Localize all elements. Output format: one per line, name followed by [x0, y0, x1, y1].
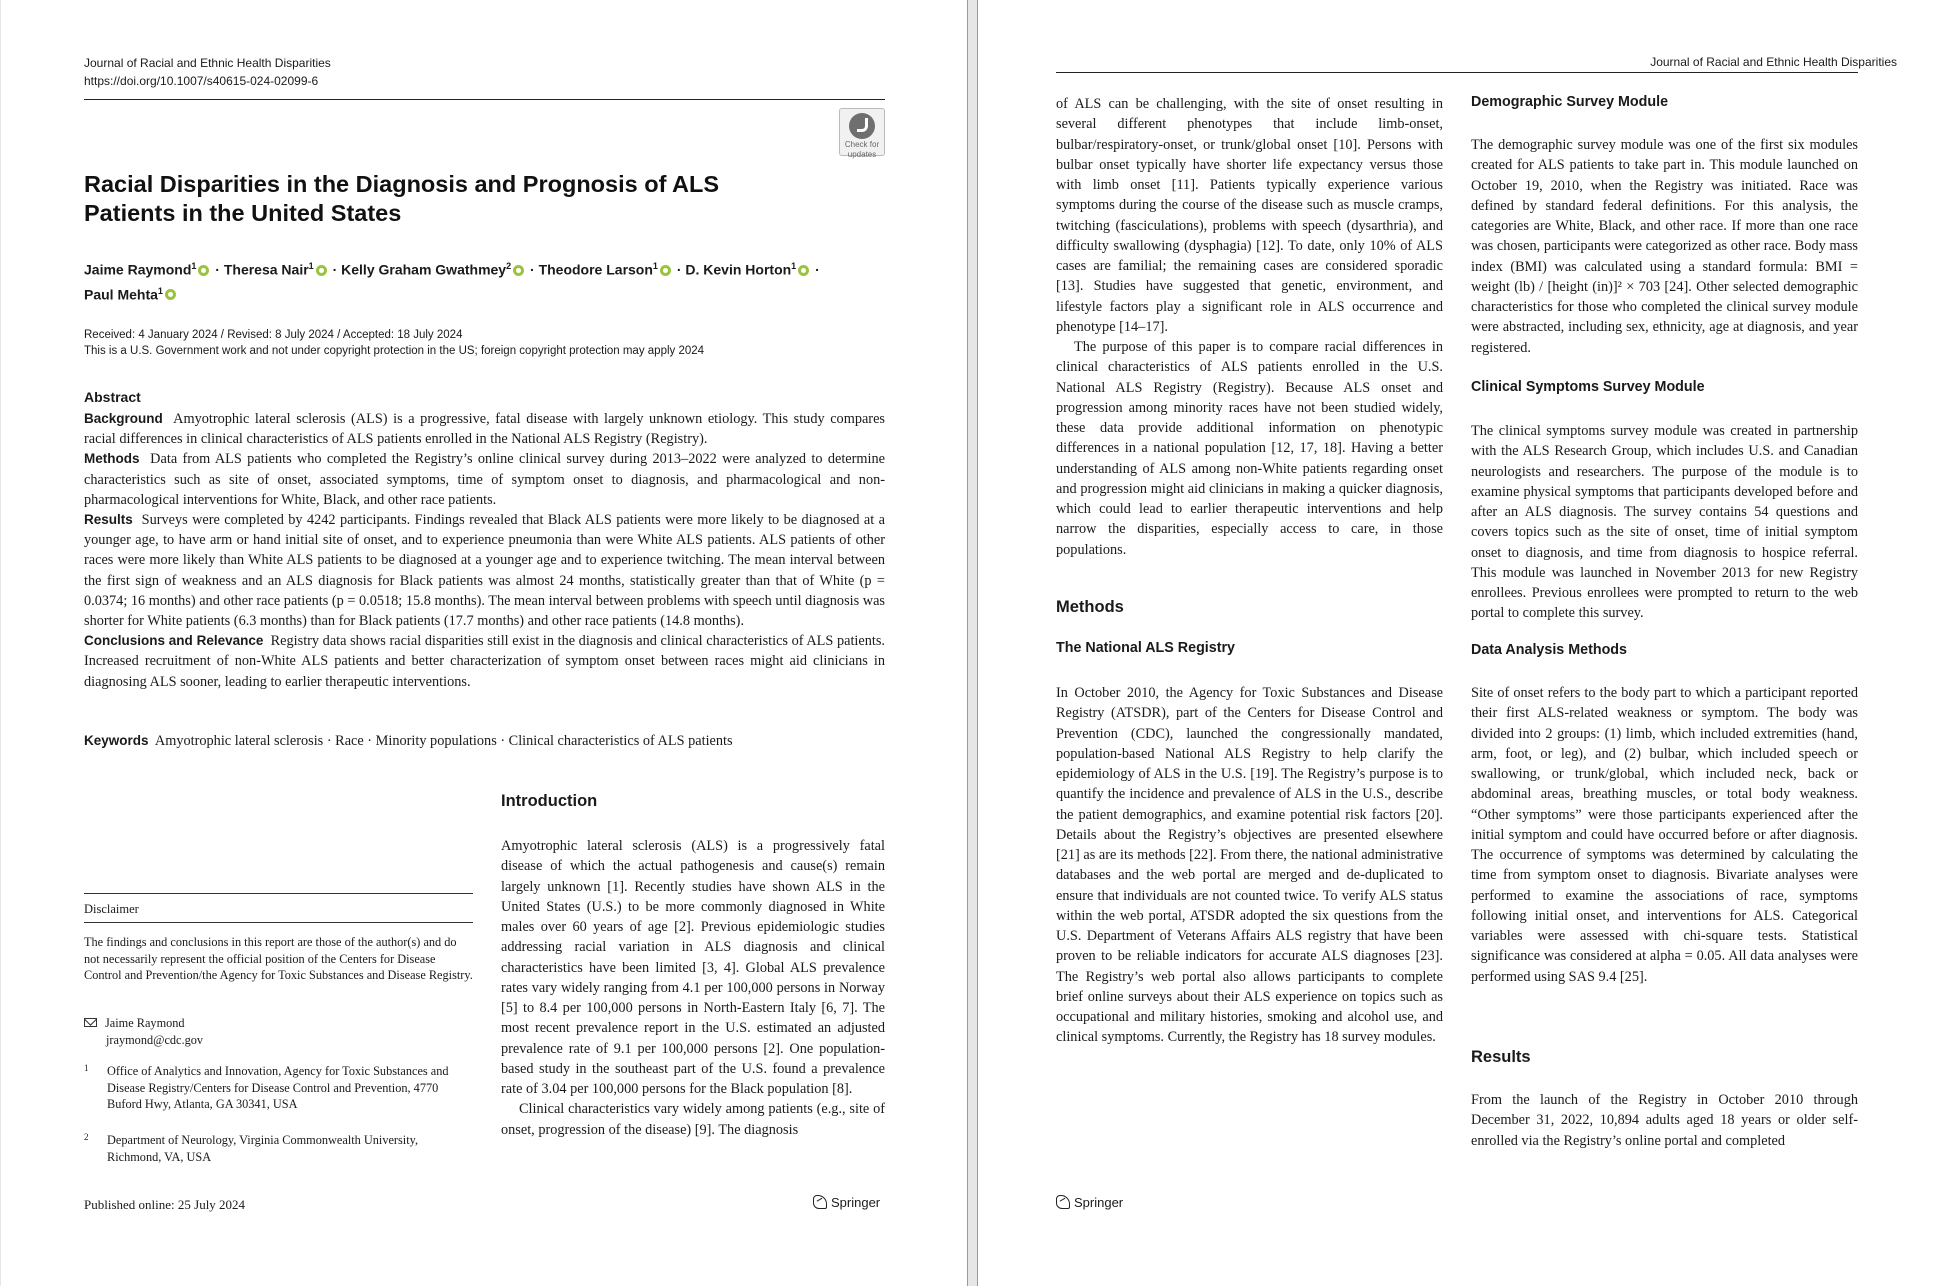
- author-name[interactable]: D. Kevin Horton: [685, 261, 792, 278]
- orcid-icon[interactable]: [660, 265, 671, 276]
- column-1-bottom: [1056, 683, 1443, 1048]
- badge-line-2: updates: [847, 150, 877, 159]
- demographic-heading: Demographic Survey Module: [1471, 94, 1669, 110]
- journal-header-right: Journal of Racial and Ethnic Health Disparities: [1650, 55, 1897, 69]
- header-rule: [84, 99, 885, 100]
- orcid-icon[interactable]: [798, 265, 809, 276]
- badge-line-1: Check for: [844, 140, 880, 149]
- author-affiliation: 2: [506, 261, 512, 271]
- intro-paragraph-2: Clinical characteristics vary widely among patients (e.g., site of onset, progression of the disease) [9]. The diagnosis: [501, 1101, 885, 1138]
- col1-paragraph-2: The purpose of this paper is to compare racial differences in clinical characteristics of ALS patients enrolled in the U.S. National ALS Registry (Registry). Because ALS onset and progression among minority races have not been studied widely, these data provide additional information on phenotypic differences in a national population [12, 17, 18]. Having a better understanding of ALS among non-White patients regarding onset and progression might aid clinicians in making a quicker diagnosis, which could lead to earlier therapeutic interventions and help narrow the disparities, especially access to care, in those populations.: [1056, 339, 1443, 558]
- keywords-label: Keywords: [84, 733, 149, 748]
- right-page: [977, 0, 1937, 1286]
- doi-link[interactable]: https://doi.org/10.1007/s40615-024-02099-6: [84, 74, 319, 88]
- introduction-heading: Introduction: [501, 792, 598, 810]
- author-affiliation: 1: [652, 261, 658, 271]
- header-rule-right: [1056, 72, 1858, 73]
- analysis-heading: Data Analysis Methods: [1471, 642, 1627, 658]
- springer-label: Springer: [831, 1195, 881, 1210]
- methods-heading: Methods: [1056, 598, 1124, 616]
- orcid-icon[interactable]: [513, 265, 524, 276]
- abstract-text: Surveys were completed by 4242 participants. Findings revealed that Black ALS patients were more likely to be diagnosed at a younger age, to have arm or hand initial site of onset, and to experience pneumonia than were White ALS patients. ALS patients of other races were more likely than White ALS patients to be diagnosed at a younger age and to experience twitching. The mean interval between the first sign of weakness and an ALS diagnosis for Black patients was almost 24 months, statistically greater than that of White (p = 0.0374; 16 months) and other race patients (p = 0.0518; 15.8 months). The mean interval between problems with speech until diagnosis was shorter for White patients (6.3 months) than for Black patients (17.7 months) and other race patients (14.8 months).: [84, 512, 885, 630]
- col2-paragraph-2: The clinical symptoms survey module was created in partnership with the ALS Research Group, which includes U.S. and Canadian neurologists and researchers. The purpose of the module is to examine physical symptoms that participants developed before and after an ALS diagnosis. The survey contains 54 questions and covers topics such as the site of onset, time of initial symptom onset to diagnosis, and time from diagnosis to hospice referral. This module was launched in November 2013 for new Registry enrollees. Previous enrollees were prompted to return to the web portal to complete this survey.: [1471, 423, 1858, 622]
- clinical-heading: Clinical Symptoms Survey Module: [1471, 379, 1705, 395]
- author-list: Jaime Raymond$^1$ · Theresa Nair$^1$ · Kelly Graham Gwathmey$^2$ · Theodore Larson$^1$ · D. Kevin Horton$^1$ · Paul Mehta$^1$: [84, 261, 820, 303]
- published-online: Published online: 25 July 2024: [84, 1197, 246, 1212]
- abstract-conclusions: [84, 631, 885, 692]
- abstract-methods: [84, 449, 885, 510]
- col1-paragraph-3: In October 2010, the Agency for Toxic Substances and Disease Registry (ATSDR), part of the Centers for Disease Control and Prevention (CDC), launched the congressionally mandated, population-based National ALS Registry to help clarify the epidemiology of ALS in the U.S. [19]. The Registry’s purpose is to quantify the incidence and prevalence of ALS in the U.S., describe the patient demographics, and examine potential risk factors [20]. Details about the Registry’s objectives are presented elsewhere [21] as are its methods [22]. From there, the national administrative databases and the web portal are merged and de-duplicated to ensure that individuals are not counted twice. To verify ALS status within the web portal, ATSDR adopted the six questions from the U.S. Department of Veterans Affairs ALS registry that have been proven to be reliable indicators for accurate ALS diagnoses [23]. The Registry’s web portal also allows participants to complete brief online surveys about their ALS experience on topics such as occupational and military histories, smoking and alcohol use, and clinical symptoms. Currently, the Registry has 18 survey modules.: [1056, 685, 1443, 1046]
- intro-paragraph-1: Amyotrophic lateral sclerosis (ALS) is a progressively fatal disease of which the actual pathogenesis and cause(s) remain largely unknown [1]. Recently studies have shown ALS in the United States (U.S.) to be more commonly diagnosed in White males over 60 years of age [2]. Previous epidemiologic studies addressing racial variation in ALS diagnosis and clinical characteristics have been limited [3, 4]. Global ALS prevalence rates vary widely ranging from 4.1 per 100,000 persons in Norway [5] to 8.4 per 100,000 persons in North-Eastern Italy [6, 7]. The most recent prevalence report in the U.S. estimated an adjusted prevalence rate of 9.1 per 100,000 persons [2]. One population-based study in the southeast part of the U.S. found a prevalence rate of 3.04 per 100,000 persons for the Black population [8].: [501, 838, 885, 1097]
- col2-paragraph-1: The demographic survey module was one of the first six modules created for ALS patients to take part in. This module launched on October 19, 2010, when the Registry was initiated. Race was defined by standard federal definitions. For this analysis, the categories are White, Black, and other race. If more than one race was chosen, participants were categorized as other race. Body mass index (BMI) was calculated using a standard formula: BMI = weight (lb) / [height (in)]² × 703 [24]. Other selected demographic characteristics for those who completed the clinical survey module were abstracted, including sex, ethnicity, age at diagnosis, and year registered.: [1471, 137, 1858, 356]
- springer-logo-right: [1056, 1195, 1123, 1210]
- orcid-icon[interactable]: [316, 265, 327, 276]
- affiliation-text: Department of Neurology, Virginia Commonwealth University, Richmond, VA, USA: [107, 1133, 419, 1164]
- author-name[interactable]: Paul Mehta: [84, 286, 158, 303]
- author-name[interactable]: Theodore Larson: [538, 261, 653, 278]
- abstract-heading: Abstract: [84, 389, 141, 405]
- springer-horse-icon: [1056, 1195, 1070, 1209]
- history-dates: Received: 4 January 2024 / Revised: 8 July 2024 / Accepted: 18 July 2024: [84, 329, 463, 341]
- abstract-label: Methods: [84, 451, 140, 467]
- left-page: [1, 0, 968, 1286]
- copyright-note: This is a U.S. Government work and not under copyright protection in the US; foreign copyright protection may apply 2024: [84, 345, 705, 357]
- orcid-icon[interactable]: [165, 289, 176, 300]
- journal-header: [84, 54, 331, 90]
- abstract-label: Background: [84, 411, 163, 426]
- col2-paragraph-4: From the launch of the Registry in October 2010 through December 31, 2022, 10,894 adults aged 18 years or older self-enrolled via the Registry’s online portal and completed: [1471, 1092, 1858, 1149]
- author-name[interactable]: Theresa Nair: [223, 261, 309, 278]
- results-text: [1471, 1090, 1858, 1151]
- corresponding-author: [84, 1015, 473, 1049]
- abstract-text: Amyotrophic lateral sclerosis (ALS) is a progressive, fatal disease with largely unknown etiology. This study compares racial differences in clinical characteristics of ALS patients enrolled in the National ALS Registry (Registry).: [84, 411, 885, 448]
- abstract-text: Registry data shows racial disparities still exist in the diagnosis and clinical characteristics of ALS patients. Increased recruitment of non-White ALS patients and better characterization of symptom onset between races might aid clinicians in diagnosing ALS sooner, leading to earlier therapeutic interventions.: [84, 633, 885, 690]
- corr-email[interactable]: jraymond@cdc.gov: [106, 1033, 204, 1047]
- abstract-body: [84, 409, 885, 692]
- springer-logo: [813, 1195, 880, 1210]
- affiliation-2: [84, 1132, 473, 1165]
- affiliation-text: Office of Analytics and Innovation, Agency for Toxic Substances and Disease Registry/Centers for Disease Control and Prevention, 4770 Buford Hwy, Atlanta, GA 30341, USA: [107, 1064, 449, 1111]
- disclaimer-text: The findings and conclusions in this report are those of the author(s) and do not necessarily represent the official position of the Centers for Disease Control and Prevention/the Agency for Toxic Substances and Disease Registry.: [84, 935, 473, 982]
- author-name[interactable]: Jaime Raymond: [84, 261, 192, 278]
- check-for-updates-badge[interactable]: [839, 108, 885, 159]
- clinical-text: [1471, 421, 1858, 624]
- keywords-list: Amyotrophic lateral sclerosis · Race · Minority populations · Clinical characteristics of ALS patients: [154, 733, 733, 749]
- author-affiliation: 1: [308, 261, 314, 271]
- abstract-label: Results: [84, 512, 133, 528]
- abstract-label: Conclusions and Relevance: [84, 633, 264, 649]
- author-name[interactable]: Kelly Graham Gwathmey: [341, 261, 507, 278]
- article-title: Racial Disparities in the Diagnosis and Prognosis of ALS Patients in the United States: [84, 171, 720, 226]
- disclaimer-rule: [84, 922, 473, 923]
- check-updates-icon: [849, 113, 875, 139]
- column-1-top: [1056, 94, 1443, 560]
- author-affiliation: 1: [157, 285, 163, 296]
- corr-name: Jaime Raymond: [105, 1016, 185, 1030]
- journal-name: Journal of Racial and Ethnic Health Disparities: [84, 56, 331, 70]
- results-heading: Results: [1471, 1048, 1531, 1066]
- demographic-text: [1471, 135, 1858, 358]
- registry-heading: The National ALS Registry: [1056, 640, 1236, 656]
- analysis-text: [1471, 683, 1858, 987]
- col1-paragraph-1: of ALS can be challenging, with the site of onset resulting in several different phenotypes that include limb-onset, bulbar/respiratory-onset, or trunk/global onset [10]. Persons with bulbar onset typically have shorter life expectancy versus those with limb onset [11]. Patients typically experience various symptoms during the course of the disease such as muscle cramps, twitching (fasciculations), problems with speech (dysarthria), and difficulty swallowing (dysphagia) [12]. To date, only 10% of ALS cases are familial; the remaining cases are considered sporadic [13]. Studies have suggested that genetic, environment, and lifestyle factors play a significant role in ALS occurrence and phenotype [14–17].: [1056, 96, 1443, 335]
- orcid-icon[interactable]: [198, 265, 209, 276]
- col2-paragraph-3: Site of onset refers to the body part to which a participant reported their first ALS-related weakness or symptom. The body was divided into 2 groups: (1) limb, which included extremities (hand, arm, foot, or leg), and (2) bulbar, which included speech or swallowing, or trunk/global, which included neck, back or abdominal areas, breathing muscles, or total body weakness. “Other symptoms” were those participants experienced after the initial symptom and could have occurred before or after diagnosis. The occurrence of symptoms was determined by calculating the time from symptom onset to diagnosis. Bivariate analyses were performed to examine the associations of race, symptoms following initial onset, and interventions for ALS. Categorical variables were assessed with chi-square tests. Statistical significance was considered at alpha = 0.05. All data analyses were performed using SAS 9.4 [25].: [1471, 685, 1858, 985]
- introduction-text: [501, 836, 885, 1140]
- affiliation-number: 1: [84, 1063, 89, 1073]
- disclaimer-heading: Disclaimer: [84, 902, 139, 916]
- springer-horse-icon: [813, 1195, 827, 1209]
- affiliation-1: [84, 1063, 473, 1113]
- article-dates: [84, 327, 885, 359]
- keywords: [84, 733, 885, 750]
- envelope-icon: [84, 1018, 97, 1027]
- abstract-background: [84, 409, 885, 449]
- springer-label: Springer: [1074, 1195, 1124, 1210]
- abstract-results: [84, 510, 885, 631]
- abstract-text: Data from ALS patients who completed the Registry’s online clinical survey during 2013–2022 were analyzed to determine characteristics such as site of onset, associated symptoms, time of symptom onset to diagnosis, and pharmacological and non-pharmacological interventions for White, Black, and other race patients.: [84, 451, 886, 508]
- author-affiliation: 1: [791, 261, 797, 271]
- author-affiliation: 1: [191, 261, 197, 271]
- affiliation-number: 2: [84, 1132, 89, 1142]
- disclaimer-rule-top: [84, 893, 473, 894]
